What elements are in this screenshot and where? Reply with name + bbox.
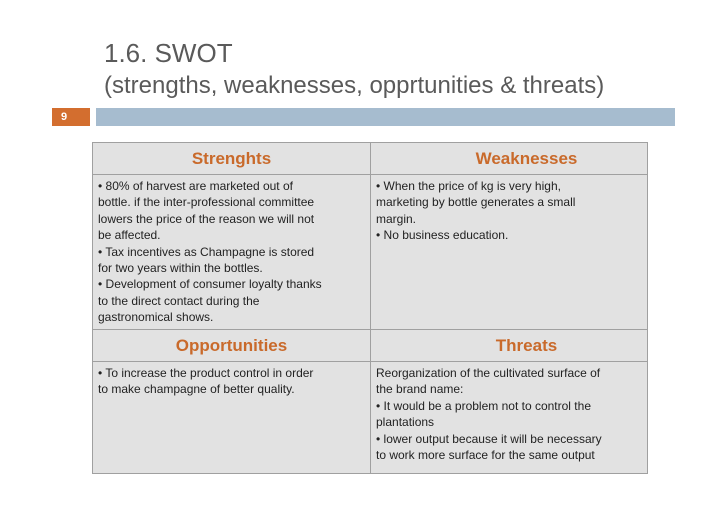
- strengths-line: to the direct contact during the: [98, 293, 260, 308]
- threats-heading: Threats: [371, 330, 648, 362]
- strengths-line: for two years within the bottles.: [98, 261, 263, 276]
- slide-subtitle: (strengths, weaknesses, opprtunities & threats): [104, 72, 605, 99]
- title-rule-bar: [96, 108, 675, 126]
- strengths-line: • 80% of harvest are marketed out of: [98, 179, 293, 193]
- threats-cell: [371, 362, 648, 474]
- threats-line: plantations: [376, 415, 435, 430]
- strengths-line: • Tax incentives as Champagne is stored: [98, 244, 315, 259]
- opportunities-cell: [93, 362, 371, 474]
- slide-title: 1.6. SWOT: [104, 38, 233, 68]
- opportunities-heading: Opportunities: [93, 330, 371, 362]
- weaknesses-line: • When the price of kg is very high,: [376, 179, 561, 193]
- weaknesses-cell: [371, 175, 648, 330]
- threats-line: • It would be a problem not to control the: [376, 398, 591, 413]
- strengths-cell: [93, 175, 371, 330]
- opportunities-line: to make champagne of better quality.: [98, 382, 295, 397]
- weaknesses-line: • No business education.: [376, 228, 509, 243]
- strengths-line: be affected.: [98, 228, 161, 243]
- weaknesses-heading: Weaknesses: [371, 143, 648, 175]
- opportunities-line: • To increase the product control in order: [98, 366, 314, 380]
- strengths-line: bottle. if the inter-professional committee: [98, 195, 315, 210]
- threats-line: • lower output because it will be necessary: [376, 431, 602, 446]
- threats-line: the brand name:: [376, 382, 464, 397]
- threats-line: to work more surface for the same output: [376, 448, 595, 463]
- strengths-line: • Development of consumer loyalty thanks: [98, 277, 322, 292]
- slide-number: 9: [52, 108, 90, 126]
- strengths-line: gastronomical shows.: [98, 310, 214, 325]
- threats-line: Reorganization of the cultivated surface of: [376, 366, 601, 380]
- weaknesses-line: marketing by bottle generates a small: [376, 195, 576, 210]
- strengths-line: lowers the price of the reason we will not: [98, 211, 315, 226]
- swot-table: [92, 142, 648, 474]
- weaknesses-line: margin.: [376, 211, 417, 226]
- strengths-heading: Strenghts: [93, 143, 371, 175]
